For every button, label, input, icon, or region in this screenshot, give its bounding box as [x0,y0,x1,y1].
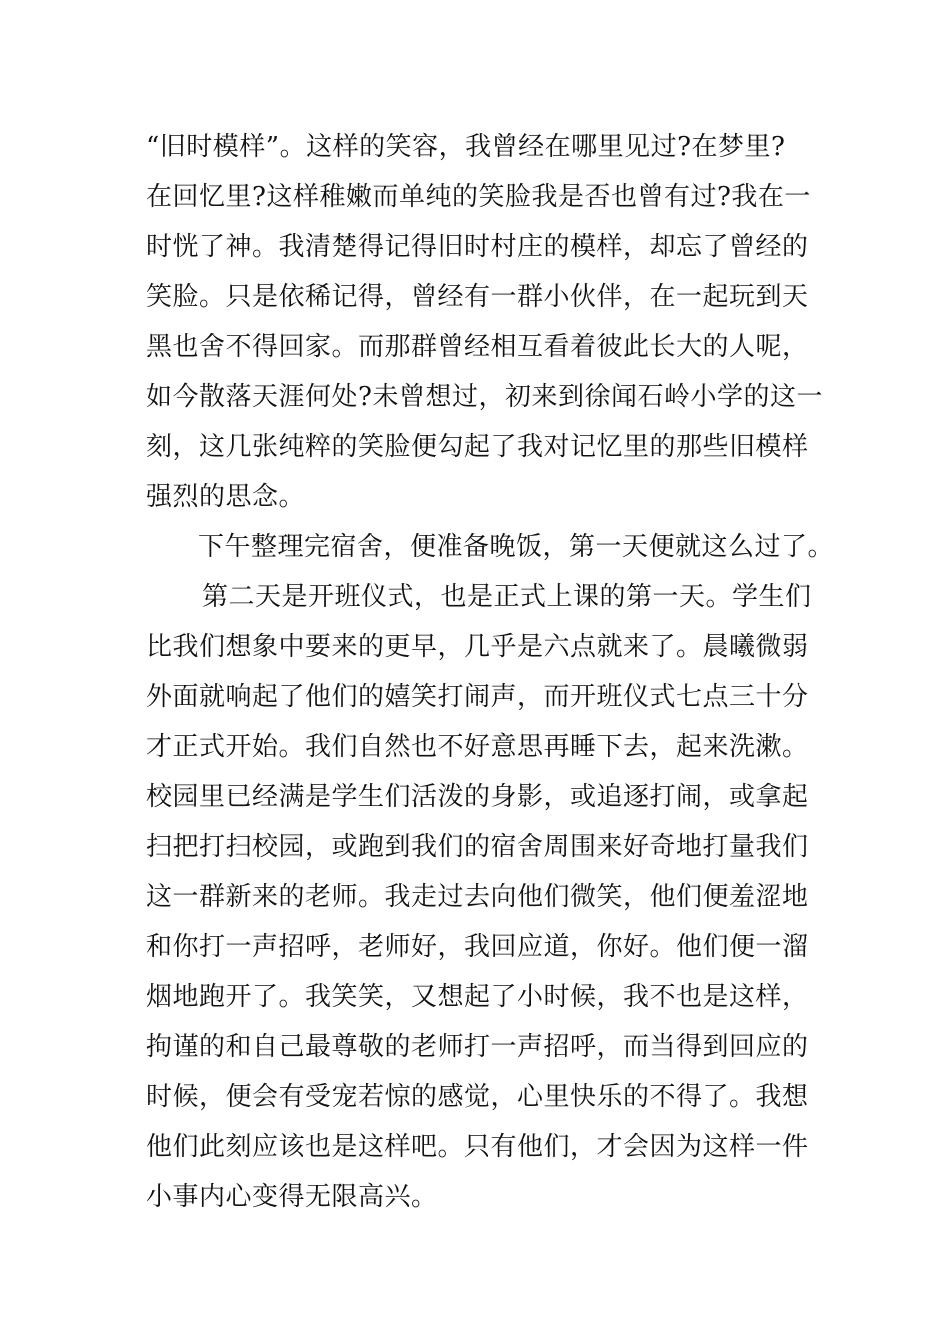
text-line: 如今散落天涯何处?未曾想过，初来到徐闻石岭小学的这一 [146,382,823,412]
text-line: 和你打一声招呼，老师好，我回应道，你好。他们便一溜 [146,932,809,962]
text-line: 扫把打扫校园，或跑到我们的宿舍周围来好奇地打量我们 [146,832,809,862]
paragraph-3 [146,572,810,1222]
text-line: 外面就响起了他们的嬉笑打闹声，而开班仪式七点三十分 [146,682,809,712]
text-line: 小事内心变得无限高兴。 [146,1182,438,1212]
text-line: “旧时模样”。这样的笑容，我曾经在哪里见过?在梦里? [146,132,786,162]
text-line: 时候，便会有受宠若惊的感觉，心里快乐的不得了。我想 [146,1082,809,1112]
document-body [146,122,835,1222]
text-line: 才正式开始。我们自然也不好意思再睡下去，起来洗漱。 [146,732,809,762]
paragraph-2 [146,522,835,572]
paragraph-1 [146,122,823,522]
text-line: 这一群新来的老师。我走过去向他们微笑，他们便羞涩地 [146,882,809,912]
text-line: 时恍了神。我清楚得记得旧时村庄的模样，却忘了曾经的 [146,232,809,262]
text-line: 他们此刻应该也是这样吧。只有他们，才会因为这样一件 [146,1132,809,1162]
text-line: 比我们想象中要来的更早，几乎是六点就来了。晨曦微弱 [146,632,809,662]
text-line: 校园里已经满是学生们活泼的身影，或追逐打闹，或拿起 [146,782,809,812]
text-line: 烟地跑开了。我笑笑，又想起了小时候，我不也是这样， [146,982,809,1012]
text-line: 第二天是开班仪式，也是正式上课的第一天。学生们 [202,582,812,612]
text-line: 刻，这几张纯粹的笑脸便勾起了我对记忆里的那些旧模样 [146,432,809,462]
text-line: 拘谨的和自己最尊敬的老师打一声招呼，而当得到回应的 [146,1032,809,1062]
text-line: 强烈的思念。 [146,482,306,512]
text-line: 在回忆里?这样稚嫩而单纯的笑脸我是否也曾有过?我在一 [146,182,811,212]
text-line: 黑也舍不得回家。而那群曾经相互看着彼此长大的人呢， [146,332,809,362]
text-line: 笑脸。只是依稀记得，曾经有一群小伙伴，在一起玩到天 [146,282,809,312]
text-line: 下午整理完宿舍，便准备晚饭，第一天便就这么过了。 [198,532,835,562]
